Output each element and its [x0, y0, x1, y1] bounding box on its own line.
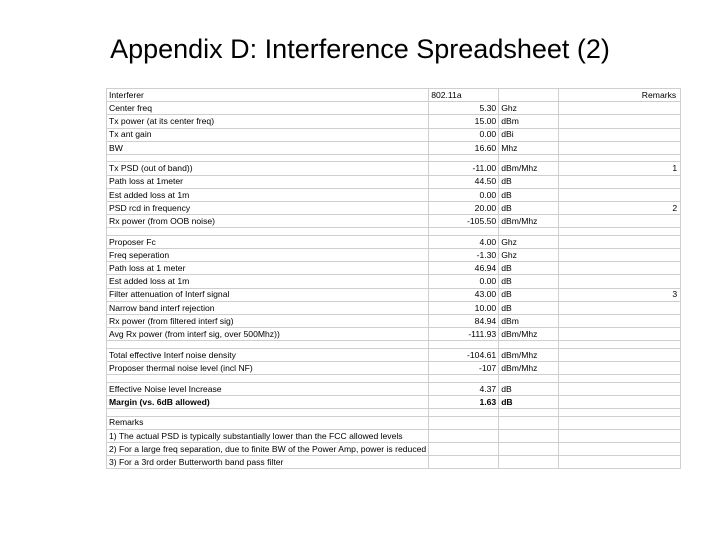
row-label: BW	[107, 141, 429, 154]
table-row	[107, 348, 681, 361]
row-label: Tx ant gain	[107, 128, 429, 141]
table-row	[107, 262, 681, 275]
empty-cell	[499, 416, 559, 429]
row-label: Total effective Interf noise density	[107, 348, 429, 361]
row-note	[559, 141, 681, 154]
table-row	[107, 315, 681, 328]
table-row	[107, 395, 681, 408]
table-row	[107, 288, 681, 301]
row-unit: dB	[499, 262, 559, 275]
row-value: 44.50	[429, 175, 499, 188]
row-label: Proposer thermal noise level (incl NF)	[107, 362, 429, 375]
row-note	[559, 395, 681, 408]
row-note: 3	[559, 288, 681, 301]
remark-text: 3) For a 3rd order Butterworth band pass filter	[107, 456, 429, 469]
row-note	[559, 301, 681, 314]
row-note	[559, 328, 681, 341]
table-row	[107, 235, 681, 248]
row-value: 4.00	[429, 235, 499, 248]
row-label: Center freq	[107, 102, 429, 115]
row-unit: Ghz	[499, 235, 559, 248]
row-label: Proposer Fc	[107, 235, 429, 248]
spacer-cell	[499, 341, 559, 349]
remark-text: 1) The actual PSD is typically substantially lower than the FCC allowed levels	[107, 429, 429, 442]
row-unit: dBm	[499, 315, 559, 328]
spacer-row	[107, 154, 681, 162]
row-note	[559, 262, 681, 275]
row-note	[559, 315, 681, 328]
row-label: Est added loss at 1m	[107, 275, 429, 288]
row-unit: dB	[499, 175, 559, 188]
row-note	[559, 188, 681, 201]
remark-text: 2) For a large freq separation, due to finite BW of the Power Amp, power is reduced	[107, 443, 429, 456]
spacer-row	[107, 375, 681, 383]
interference-spreadsheet	[106, 88, 681, 469]
row-unit: dB	[499, 301, 559, 314]
spacer-cell	[107, 228, 429, 236]
row-value: 46.94	[429, 262, 499, 275]
row-note: 1	[559, 162, 681, 175]
row-value: 0.00	[429, 275, 499, 288]
row-note	[559, 249, 681, 262]
row-label: Margin (vs. 6dB allowed)	[107, 395, 429, 408]
table-row	[107, 162, 681, 175]
row-unit: dB	[499, 275, 559, 288]
row-note: 2	[559, 202, 681, 215]
empty-cell	[429, 429, 499, 442]
spacer-cell	[107, 154, 429, 162]
empty-cell	[499, 456, 559, 469]
header-remarks: Remarks	[559, 89, 681, 102]
spacer-cell	[429, 228, 499, 236]
row-label: Path loss at 1 meter	[107, 262, 429, 275]
remarks-heading: Remarks	[107, 416, 429, 429]
header-unit	[499, 89, 559, 102]
row-value: -11.00	[429, 162, 499, 175]
spacer-row	[107, 341, 681, 349]
row-unit: Ghz	[499, 249, 559, 262]
empty-cell	[559, 429, 681, 442]
row-unit: dB	[499, 288, 559, 301]
row-label: Freq seperation	[107, 249, 429, 262]
empty-cell	[499, 429, 559, 442]
row-label: Effective Noise level Increase	[107, 382, 429, 395]
remark-row	[107, 456, 681, 469]
table-row	[107, 175, 681, 188]
row-note	[559, 348, 681, 361]
row-label: Rx power (from filtered interf sig)	[107, 315, 429, 328]
spacer-cell	[107, 409, 429, 417]
row-unit: dBi	[499, 128, 559, 141]
row-note	[559, 362, 681, 375]
header-label: Interferer	[107, 89, 429, 102]
spacer-cell	[429, 154, 499, 162]
header-value: 802.11a	[429, 89, 499, 102]
row-unit: Ghz	[499, 102, 559, 115]
spacer-cell	[429, 409, 499, 417]
spacer-cell	[559, 375, 681, 383]
table-row	[107, 115, 681, 128]
row-note	[559, 382, 681, 395]
row-value: -1.30	[429, 249, 499, 262]
table-row	[107, 128, 681, 141]
spacer-cell	[107, 375, 429, 383]
row-note	[559, 128, 681, 141]
row-value: 43.00	[429, 288, 499, 301]
row-value: -111.93	[429, 328, 499, 341]
row-unit: dBm/Mhz	[499, 328, 559, 341]
row-value: 1.63	[429, 395, 499, 408]
spacer-cell	[499, 228, 559, 236]
row-unit: dBm/Mhz	[499, 362, 559, 375]
row-label: Est added loss at 1m	[107, 188, 429, 201]
row-label: Tx PSD (out of band))	[107, 162, 429, 175]
row-unit: dB	[499, 395, 559, 408]
spacer-row	[107, 409, 681, 417]
row-label: PSD rcd in frequency	[107, 202, 429, 215]
row-label: Rx power (from OOB noise)	[107, 215, 429, 228]
table-row	[107, 102, 681, 115]
row-value: -104.61	[429, 348, 499, 361]
spacer-row	[107, 228, 681, 236]
empty-cell	[429, 416, 499, 429]
row-unit: dB	[499, 202, 559, 215]
header-row	[107, 89, 681, 102]
table-row	[107, 328, 681, 341]
row-label: Avg Rx power (from interf sig, over 500Mhz))	[107, 328, 429, 341]
row-unit: dBm/Mhz	[499, 215, 559, 228]
spacer-cell	[499, 409, 559, 417]
row-label: Tx power (at its center freq)	[107, 115, 429, 128]
row-value: -105.50	[429, 215, 499, 228]
row-value: 0.00	[429, 128, 499, 141]
table-row	[107, 215, 681, 228]
row-unit: dBm	[499, 115, 559, 128]
row-value: 15.00	[429, 115, 499, 128]
row-label: Narrow band interf rejection	[107, 301, 429, 314]
row-value: 5.30	[429, 102, 499, 115]
empty-cell	[559, 416, 681, 429]
remarks-heading-row	[107, 416, 681, 429]
row-label: Path loss at 1meter	[107, 175, 429, 188]
empty-cell	[429, 443, 499, 456]
table-row	[107, 382, 681, 395]
row-value: 4.37	[429, 382, 499, 395]
empty-cell	[499, 443, 559, 456]
row-value: 16.60	[429, 141, 499, 154]
row-label: Filter attenuation of Interf signal	[107, 288, 429, 301]
spacer-cell	[499, 154, 559, 162]
spacer-cell	[559, 228, 681, 236]
spacer-cell	[499, 375, 559, 383]
spacer-cell	[559, 341, 681, 349]
slide-title: Appendix D: Interference Spreadsheet (2)	[110, 34, 610, 64]
table-row	[107, 301, 681, 314]
table-row	[107, 202, 681, 215]
spacer-cell	[107, 341, 429, 349]
row-unit: dBm/Mhz	[499, 162, 559, 175]
row-note	[559, 115, 681, 128]
row-unit: Mhz	[499, 141, 559, 154]
remark-row	[107, 429, 681, 442]
row-unit: dBm/Mhz	[499, 348, 559, 361]
empty-cell	[559, 456, 681, 469]
spacer-cell	[559, 154, 681, 162]
row-value: 10.00	[429, 301, 499, 314]
spacer-cell	[429, 375, 499, 383]
table-row	[107, 249, 681, 262]
row-note	[559, 215, 681, 228]
empty-cell	[559, 443, 681, 456]
row-value: -107	[429, 362, 499, 375]
row-note	[559, 275, 681, 288]
remark-row	[107, 443, 681, 456]
table-row	[107, 141, 681, 154]
row-unit: dB	[499, 382, 559, 395]
row-unit: dB	[499, 188, 559, 201]
spacer-cell	[559, 409, 681, 417]
table-row	[107, 275, 681, 288]
row-value: 0.00	[429, 188, 499, 201]
row-value: 20.00	[429, 202, 499, 215]
row-value: 84.94	[429, 315, 499, 328]
spacer-cell	[429, 341, 499, 349]
row-note	[559, 235, 681, 248]
table-row	[107, 362, 681, 375]
table-row	[107, 188, 681, 201]
row-note	[559, 175, 681, 188]
row-note	[559, 102, 681, 115]
empty-cell	[429, 456, 499, 469]
